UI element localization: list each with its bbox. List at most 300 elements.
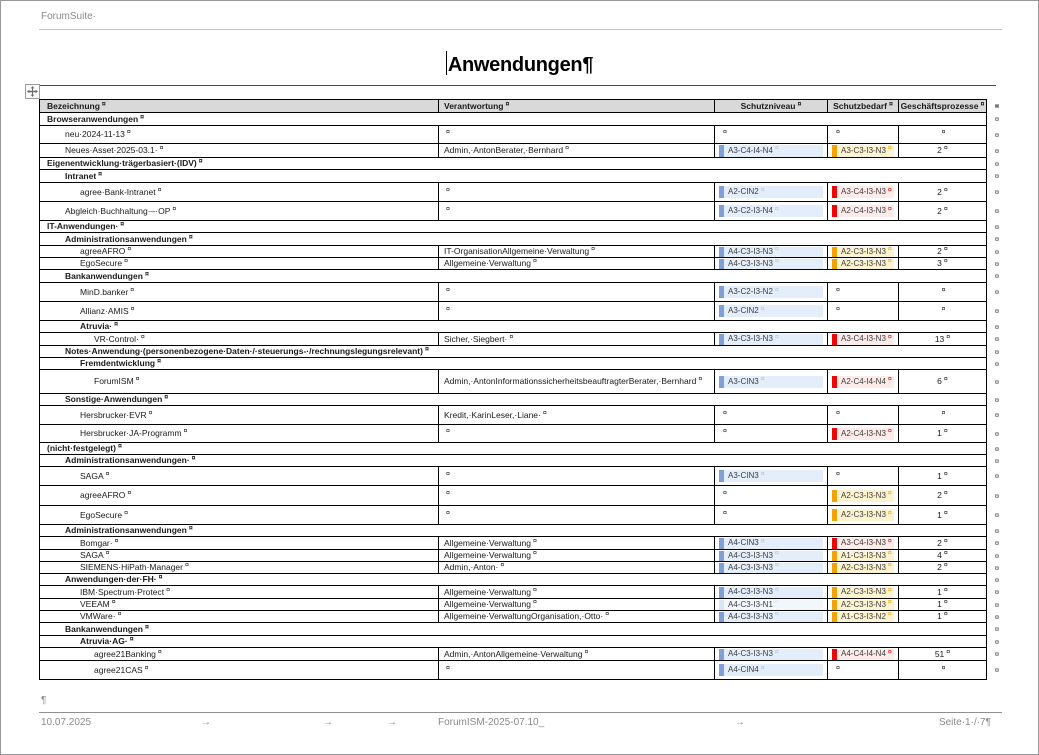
schutzniveau-cell[interactable] (714, 611, 827, 622)
cell-end-marker: ¤ (887, 537, 892, 545)
schutzniveau-badge (719, 145, 823, 157)
badge-level-bar (719, 334, 724, 345)
row-end-marker: ¤ (994, 551, 999, 560)
schutzbedarf-badge (832, 376, 894, 388)
row-end-marker: ¤ (994, 665, 999, 675)
badge-level-bar (832, 509, 837, 521)
bezeichnung-cell[interactable] (40, 270, 986, 282)
verantwortung-cell[interactable] (438, 302, 714, 320)
group-label: Intranet (65, 170, 97, 181)
cell-end-marker: ¤ (941, 409, 946, 417)
cell-end-marker: ¤ (887, 333, 892, 341)
application-name: MinD.banker (80, 286, 129, 297)
cell-end-marker: ¤ (532, 258, 537, 266)
schutzbedarf-cell[interactable] (827, 258, 898, 269)
cell-end-marker: ¤ (943, 509, 948, 517)
responsibility-text: IT-OrganisationAllgemeine·​Verwaltung (444, 246, 590, 257)
bezeichnung-cell[interactable] (40, 467, 438, 485)
verantwortung-cell[interactable] (438, 611, 714, 622)
process-count: 2 (937, 205, 942, 216)
row-end-marker: ¤ (994, 206, 999, 216)
responsibility-text: Allgemeine·​Verwaltung (444, 550, 531, 561)
bezeichnung-cell[interactable] (40, 346, 986, 357)
verantwortung-cell[interactable] (438, 486, 714, 505)
verantwortung-cell[interactable] (438, 283, 714, 301)
schutzniveau-cell[interactable] (714, 550, 827, 561)
bezeichnung-cell[interactable] (40, 525, 986, 536)
row-end-marker: ¤ (994, 146, 999, 155)
header-divider (39, 29, 1002, 30)
schutzbedarf-cell[interactable] (827, 246, 898, 257)
badge-level-bar (832, 186, 837, 198)
cell-end-marker: ¤ (887, 648, 892, 656)
schutzniveau-badge (719, 247, 823, 257)
cell-end-marker: ¤ (946, 333, 951, 341)
geschaeftsprozesse-cell[interactable] (898, 333, 986, 345)
cell-end-marker: ¤ (941, 286, 946, 294)
row-end-marker: ¤ (994, 234, 999, 244)
geschaeftsprozesse-cell[interactable] (898, 648, 986, 660)
table-group-row (39, 221, 999, 233)
cell-end-marker: ¤ (943, 611, 948, 619)
badge-text: A3-C2-I3-N4 (728, 206, 773, 216)
table-group-row (39, 270, 999, 283)
badge-text: A3-CIN2 (728, 306, 759, 316)
move-icon (27, 86, 38, 97)
application-name: neu·2024-11-13 (65, 129, 125, 140)
schutzniveau-cell[interactable] (714, 661, 827, 679)
table-row (39, 562, 999, 574)
process-count: 1 (937, 599, 942, 610)
cell-end-marker: ¤ (159, 145, 164, 153)
schutzbedarf-cell[interactable] (827, 537, 898, 549)
cell-end-marker: ¤ (591, 246, 595, 254)
verantwortung-cell[interactable] (438, 467, 714, 485)
verantwortung-cell[interactable] (438, 126, 714, 143)
schutzniveau-cell[interactable] (714, 599, 827, 610)
geschaeftsprozesse-cell[interactable] (898, 599, 986, 610)
table-row (39, 550, 999, 562)
group-label: Bankanwendungen (65, 270, 143, 281)
table-move-handle[interactable] (25, 84, 40, 99)
process-count: 2 (937, 562, 942, 573)
schutzniveau-cell[interactable] (714, 486, 827, 505)
process-count: 1 (937, 611, 942, 622)
cell-end-marker: ¤ (157, 648, 162, 656)
cell-end-marker: ¤ (943, 490, 948, 498)
process-count: 1 (937, 509, 942, 520)
bezeichnung-cell[interactable] (40, 358, 986, 369)
geschaeftsprozesse-cell[interactable] (898, 283, 986, 301)
cell-end-marker: ¤ (117, 443, 122, 451)
schutzniveau-badge (719, 334, 823, 345)
column-header-label: Bezeichnung (47, 100, 100, 111)
cell-end-marker: ¤ (135, 376, 140, 384)
cell-end-marker: ¤ (723, 129, 727, 137)
process-count: 2 (937, 490, 942, 501)
schutzbedarf-cell[interactable] (827, 562, 898, 573)
verantwortung-cell[interactable] (438, 183, 714, 201)
column-header-schutzbedarf[interactable] (827, 100, 898, 112)
table-row (39, 246, 999, 258)
column-header-schutzniveau[interactable] (714, 100, 827, 112)
bezeichnung-cell[interactable] (40, 283, 438, 301)
badge-level-bar (832, 247, 837, 257)
geschaeftsprozesse-cell[interactable] (898, 661, 986, 679)
schutzbedarf-cell[interactable] (827, 550, 898, 561)
bezeichnung-cell[interactable] (40, 183, 438, 201)
geschaeftsprozesse-cell[interactable] (898, 370, 986, 393)
bezeichnung-cell[interactable] (40, 202, 438, 220)
geschaeftsprozesse-cell[interactable] (898, 425, 986, 442)
cell-end-marker: ¤ (565, 145, 569, 153)
bezeichnung-cell[interactable] (40, 486, 438, 505)
application-name: agree21Banking (94, 648, 156, 659)
badge-text: A2-C3-I3-N3 (841, 562, 886, 572)
cell-end-marker: ¤ (774, 145, 779, 153)
bezeichnung-cell[interactable] (40, 537, 438, 549)
group-label: Atruvia· (80, 321, 113, 332)
schutzbedarf-cell[interactable] (827, 648, 898, 660)
geschaeftsprozesse-cell[interactable] (898, 486, 986, 505)
bezeichnung-cell[interactable] (40, 258, 438, 269)
bezeichnung-cell[interactable] (40, 562, 438, 573)
row-end-marker: ¤ (994, 287, 999, 297)
group-label: Anwendungen·der·FH· (65, 574, 157, 585)
badge-text: A4-C3-I3-N3 (728, 258, 773, 268)
badge-level-bar (832, 612, 837, 622)
table-row (39, 126, 999, 144)
badge-text: A4-C3-I3-N3 (728, 649, 773, 659)
application-name: EgoSecure (80, 258, 123, 269)
row-end-marker: ¤ (994, 271, 999, 281)
geschaeftsprozesse-cell[interactable] (898, 467, 986, 485)
cell-end-marker: ¤ (887, 562, 892, 570)
bezeichnung-cell[interactable] (40, 394, 986, 405)
verantwortung-cell[interactable] (438, 562, 714, 573)
cell-end-marker: ¤ (887, 611, 892, 619)
table-row (39, 599, 999, 611)
schutzniveau-cell[interactable] (714, 648, 827, 660)
table-row (39, 333, 999, 346)
bezeichnung-cell[interactable] (40, 321, 986, 332)
schutzniveau-cell[interactable] (714, 283, 827, 301)
bezeichnung-cell[interactable] (40, 623, 986, 635)
bezeichnung-cell[interactable] (40, 233, 986, 245)
bezeichnung-cell[interactable] (40, 443, 986, 454)
geschaeftsprozesse-cell[interactable] (898, 302, 986, 320)
verantwortung-cell[interactable] (438, 550, 714, 561)
bezeichnung-cell[interactable] (40, 170, 986, 182)
cell-end-marker: ¤ (117, 611, 122, 619)
schutzbedarf-cell[interactable] (827, 302, 898, 320)
responsibility-text: Allgemeine·​Verwaltung (444, 537, 531, 548)
geschaeftsprozesse-cell[interactable] (898, 586, 986, 598)
cell-end-marker: ¤ (105, 470, 110, 478)
schutzbedarf-cell[interactable] (827, 486, 898, 505)
table-row (39, 467, 999, 486)
schutzniveau-cell[interactable] (714, 467, 827, 485)
cell-end-marker: ¤ (774, 648, 779, 656)
row-end-marker: ¤ (994, 471, 999, 481)
process-count: 4 (937, 550, 942, 561)
schutzbedarf-cell[interactable] (827, 126, 898, 143)
table-group-row (39, 443, 999, 455)
schutzniveau-cell[interactable] (714, 370, 827, 393)
cell-end-marker: ¤ (887, 205, 892, 213)
geschaeftsprozesse-cell[interactable] (898, 144, 986, 157)
badge-text: A3-C2-I3-N2 (728, 287, 773, 297)
bezeichnung-cell[interactable] (40, 455, 986, 466)
verantwortung-cell[interactable] (438, 661, 714, 679)
responsibility-text: Kredit,·​KarinLeser,·​Liane·​ (444, 409, 541, 420)
schutzniveau-cell[interactable] (714, 425, 827, 442)
schutzbedarf-badge (832, 145, 894, 157)
schutzniveau-cell[interactable] (714, 537, 827, 549)
schutzbedarf-cell[interactable] (827, 467, 898, 485)
cell-end-marker: ¤ (124, 258, 128, 266)
row-end-marker: ¤ (994, 410, 999, 420)
row-end-marker: ¤ (994, 444, 999, 453)
application-name: SIEMENS·HiPath·Manager (80, 562, 183, 573)
geschaeftsprozesse-cell[interactable] (898, 258, 986, 269)
bezeichnung-cell[interactable] (40, 246, 438, 257)
schutzniveau-cell[interactable] (714, 246, 827, 257)
schutzbedarf-cell[interactable] (827, 661, 898, 679)
tab-mark-icon: → (735, 717, 745, 728)
bezeichnung-cell[interactable] (40, 648, 438, 660)
table-group-row (39, 455, 999, 467)
bezeichnung-cell[interactable] (40, 333, 438, 345)
verantwortung-cell[interactable] (438, 648, 714, 660)
geschaeftsprozesse-cell[interactable] (898, 126, 986, 143)
schutzniveau-cell[interactable] (714, 144, 827, 157)
verantwortung-cell[interactable] (438, 202, 714, 220)
badge-text: A1-C3-I3-N3 (841, 550, 886, 560)
page-title[interactable]: Anwendungen (447, 54, 583, 76)
responsibility-text: Allgemeine·​Verwaltung (444, 599, 531, 610)
footer-doc-id: ForumISM-2025-07.10_ (438, 717, 545, 728)
row-end-marker: ¤ (994, 526, 999, 535)
responsibility-text: Admin,·​Anton·​ (444, 562, 499, 573)
column-header-verantwortung[interactable] (438, 100, 714, 112)
bezeichnung-cell[interactable] (40, 506, 438, 524)
cell-end-marker: ¤ (532, 537, 537, 545)
schutzbedarf-badge (832, 205, 894, 217)
badge-level-bar (719, 551, 724, 561)
table-group-row (39, 233, 999, 246)
cell-end-marker: ¤ (887, 490, 892, 498)
badge-level-bar (832, 587, 837, 598)
footer-pilcrow: ¶ (41, 695, 47, 706)
schutzniveau-badge (719, 305, 823, 317)
badge-level-bar (719, 286, 724, 298)
cell-end-marker: ¤ (941, 305, 946, 313)
cell-end-marker: ¤ (140, 333, 145, 341)
schutzbedarf-badge (832, 600, 894, 610)
schutzbedarf-cell[interactable] (827, 586, 898, 598)
schutzniveau-cell[interactable] (714, 126, 827, 143)
tab-mark-icon: → (323, 717, 333, 728)
bezeichnung-cell[interactable] (40, 144, 438, 157)
schutzniveau-badge (719, 186, 823, 198)
badge-level-bar (719, 563, 724, 573)
schutzbedarf-cell[interactable] (827, 599, 898, 610)
badge-text: A3-C3-I3-N3 (728, 334, 773, 344)
verantwortung-cell[interactable] (438, 425, 714, 442)
cell-end-marker: ¤ (509, 333, 514, 341)
badge-text: A2-C4-I3-N3 (841, 428, 886, 438)
cell-end-marker: ¤ (723, 490, 727, 498)
cell-end-marker: ¤ (774, 611, 779, 619)
application-name: VR-Control· (94, 333, 139, 344)
schutzbedarf-cell[interactable] (827, 333, 898, 345)
row-end-marker: ¤ (994, 347, 999, 356)
application-name: ForumISM (94, 376, 134, 387)
geschaeftsprozesse-cell[interactable] (898, 537, 986, 549)
schutzbedarf-badge (832, 612, 894, 622)
cell-end-marker: ¤ (505, 100, 510, 108)
schutzbedarf-cell[interactable] (827, 202, 898, 220)
process-count: 1 (937, 428, 942, 439)
badge-text: A3-C4-I3-N3 (841, 334, 886, 344)
schutzniveau-badge (719, 538, 823, 549)
schutzbedarf-cell[interactable] (827, 506, 898, 524)
cell-end-marker: ¤ (797, 100, 802, 108)
bezeichnung-cell[interactable] (40, 425, 438, 442)
verantwortung-cell[interactable] (438, 506, 714, 524)
table-row (39, 586, 999, 599)
verantwortung-cell[interactable] (438, 144, 714, 157)
geschaeftsprozesse-cell[interactable] (898, 611, 986, 622)
bezeichnung-cell[interactable] (40, 661, 438, 679)
bezeichnung-cell[interactable] (40, 599, 438, 610)
badge-text: A4-C3-I3-N3 (728, 550, 773, 560)
cell-end-marker: ¤ (698, 376, 703, 384)
verantwortung-cell[interactable] (438, 599, 714, 610)
group-label: Bankanwendungen (65, 623, 143, 634)
cell-end-marker: ¤ (774, 599, 779, 607)
bezeichnung-cell[interactable] (40, 586, 438, 598)
verantwortung-cell[interactable] (438, 586, 714, 598)
bezeichnung-cell[interactable] (40, 113, 986, 125)
column-header-label: Verantwortung (444, 100, 504, 111)
schutzniveau-cell[interactable] (714, 506, 827, 524)
responsibility-text: Allgemeine·​Verwaltung (444, 258, 531, 269)
schutzniveau-cell[interactable] (714, 183, 827, 201)
verantwortung-cell[interactable] (438, 537, 714, 549)
geschaeftsprozesse-cell[interactable] (898, 550, 986, 561)
cell-end-marker: ¤ (166, 586, 170, 594)
verantwortung-cell[interactable] (438, 333, 714, 345)
column-header-geschaeftsprozesse[interactable] (898, 100, 986, 112)
bezeichnung-cell[interactable] (40, 611, 438, 622)
schutzniveau-cell[interactable] (714, 586, 827, 598)
application-name: agree21CAS (94, 664, 143, 675)
geschaeftsprozesse-cell[interactable] (898, 183, 986, 201)
schutzniveau-cell[interactable] (714, 333, 827, 345)
cell-end-marker: ¤ (446, 129, 450, 137)
group-label: Administrationsanwendungen· (65, 455, 190, 466)
verantwortung-cell[interactable] (438, 246, 714, 257)
row-end-marker: ¤ (994, 612, 999, 621)
pilcrow-mark: ¶ (582, 54, 594, 76)
row-end-marker: ¤ (994, 247, 999, 256)
badge-text: A2-C3-I3-N3 (841, 246, 886, 256)
verantwortung-cell[interactable] (438, 370, 714, 393)
bezeichnung-cell[interactable] (40, 370, 438, 393)
cell-end-marker: ¤ (446, 490, 450, 498)
bezeichnung-cell[interactable] (40, 550, 438, 561)
schutzbedarf-cell[interactable] (827, 144, 898, 157)
bezeichnung-cell[interactable] (40, 574, 986, 585)
schutzbedarf-cell[interactable] (827, 283, 898, 301)
badge-text: A2-C3-I3-N3 (841, 258, 886, 268)
bezeichnung-cell[interactable] (40, 221, 986, 232)
cell-end-marker: ¤ (111, 599, 116, 607)
schutzniveau-cell[interactable] (714, 406, 827, 424)
column-header-bezeichnung[interactable] (40, 100, 438, 112)
schutzbedarf-cell[interactable] (827, 406, 898, 424)
group-label: Notes·Anwendung·(personenbezogene·Daten·/·steuerungs-·/rechnungslegungsrelevant) (65, 346, 423, 357)
column-header-label: Schutzbedarf (833, 100, 887, 111)
cell-end-marker: ¤ (887, 428, 892, 436)
geschaeftsprozesse-cell[interactable] (898, 406, 986, 424)
bezeichnung-cell[interactable] (40, 636, 986, 647)
schutzbedarf-cell[interactable] (827, 370, 898, 393)
geschaeftsprozesse-cell[interactable] (898, 506, 986, 524)
table-row (39, 406, 999, 425)
badge-text: A3-CIN3 (728, 471, 759, 481)
badge-level-bar (719, 205, 724, 217)
schutzniveau-cell[interactable] (714, 202, 827, 220)
schutzbedarf-badge (832, 587, 894, 598)
verantwortung-cell[interactable] (438, 258, 714, 269)
schutzbedarf-cell[interactable] (827, 611, 898, 622)
badge-level-bar (832, 205, 837, 217)
schutzniveau-cell[interactable] (714, 302, 827, 320)
badge-text: A4-C3-I3-N1 (728, 599, 773, 609)
table-row (39, 537, 999, 550)
schutzniveau-cell[interactable] (714, 258, 827, 269)
responsibility-text: Admin,·​AntonAllgemeine·​Verwaltung (444, 648, 583, 659)
table-row (39, 144, 999, 158)
cell-end-marker: ¤ (198, 158, 203, 166)
geschaeftsprozesse-cell[interactable] (898, 562, 986, 573)
bezeichnung-cell[interactable] (40, 126, 438, 143)
group-label: (nicht·festgelegt) (47, 443, 116, 454)
schutzbedarf-cell[interactable] (827, 183, 898, 201)
badge-level-bar (719, 600, 724, 610)
schutzbedarf-badge (832, 509, 894, 521)
bezeichnung-cell[interactable] (40, 406, 438, 424)
schutzniveau-cell[interactable] (714, 562, 827, 573)
cell-end-marker: ¤ (105, 550, 110, 558)
geschaeftsprozesse-cell[interactable] (898, 202, 986, 220)
bezeichnung-cell[interactable] (40, 158, 986, 169)
verantwortung-cell[interactable] (438, 406, 714, 424)
schutzbedarf-cell[interactable] (827, 425, 898, 442)
table-row (39, 302, 999, 321)
bezeichnung-cell[interactable] (40, 302, 438, 320)
process-count: 13 (934, 333, 945, 344)
cell-end-marker: ¤ (446, 186, 450, 194)
cell-end-marker: ¤ (887, 586, 892, 594)
table-group-row (39, 623, 999, 636)
badge-level-bar (719, 587, 724, 598)
geschaeftsprozesse-cell[interactable] (898, 246, 986, 257)
row-end-marker: ¤ (994, 510, 999, 520)
